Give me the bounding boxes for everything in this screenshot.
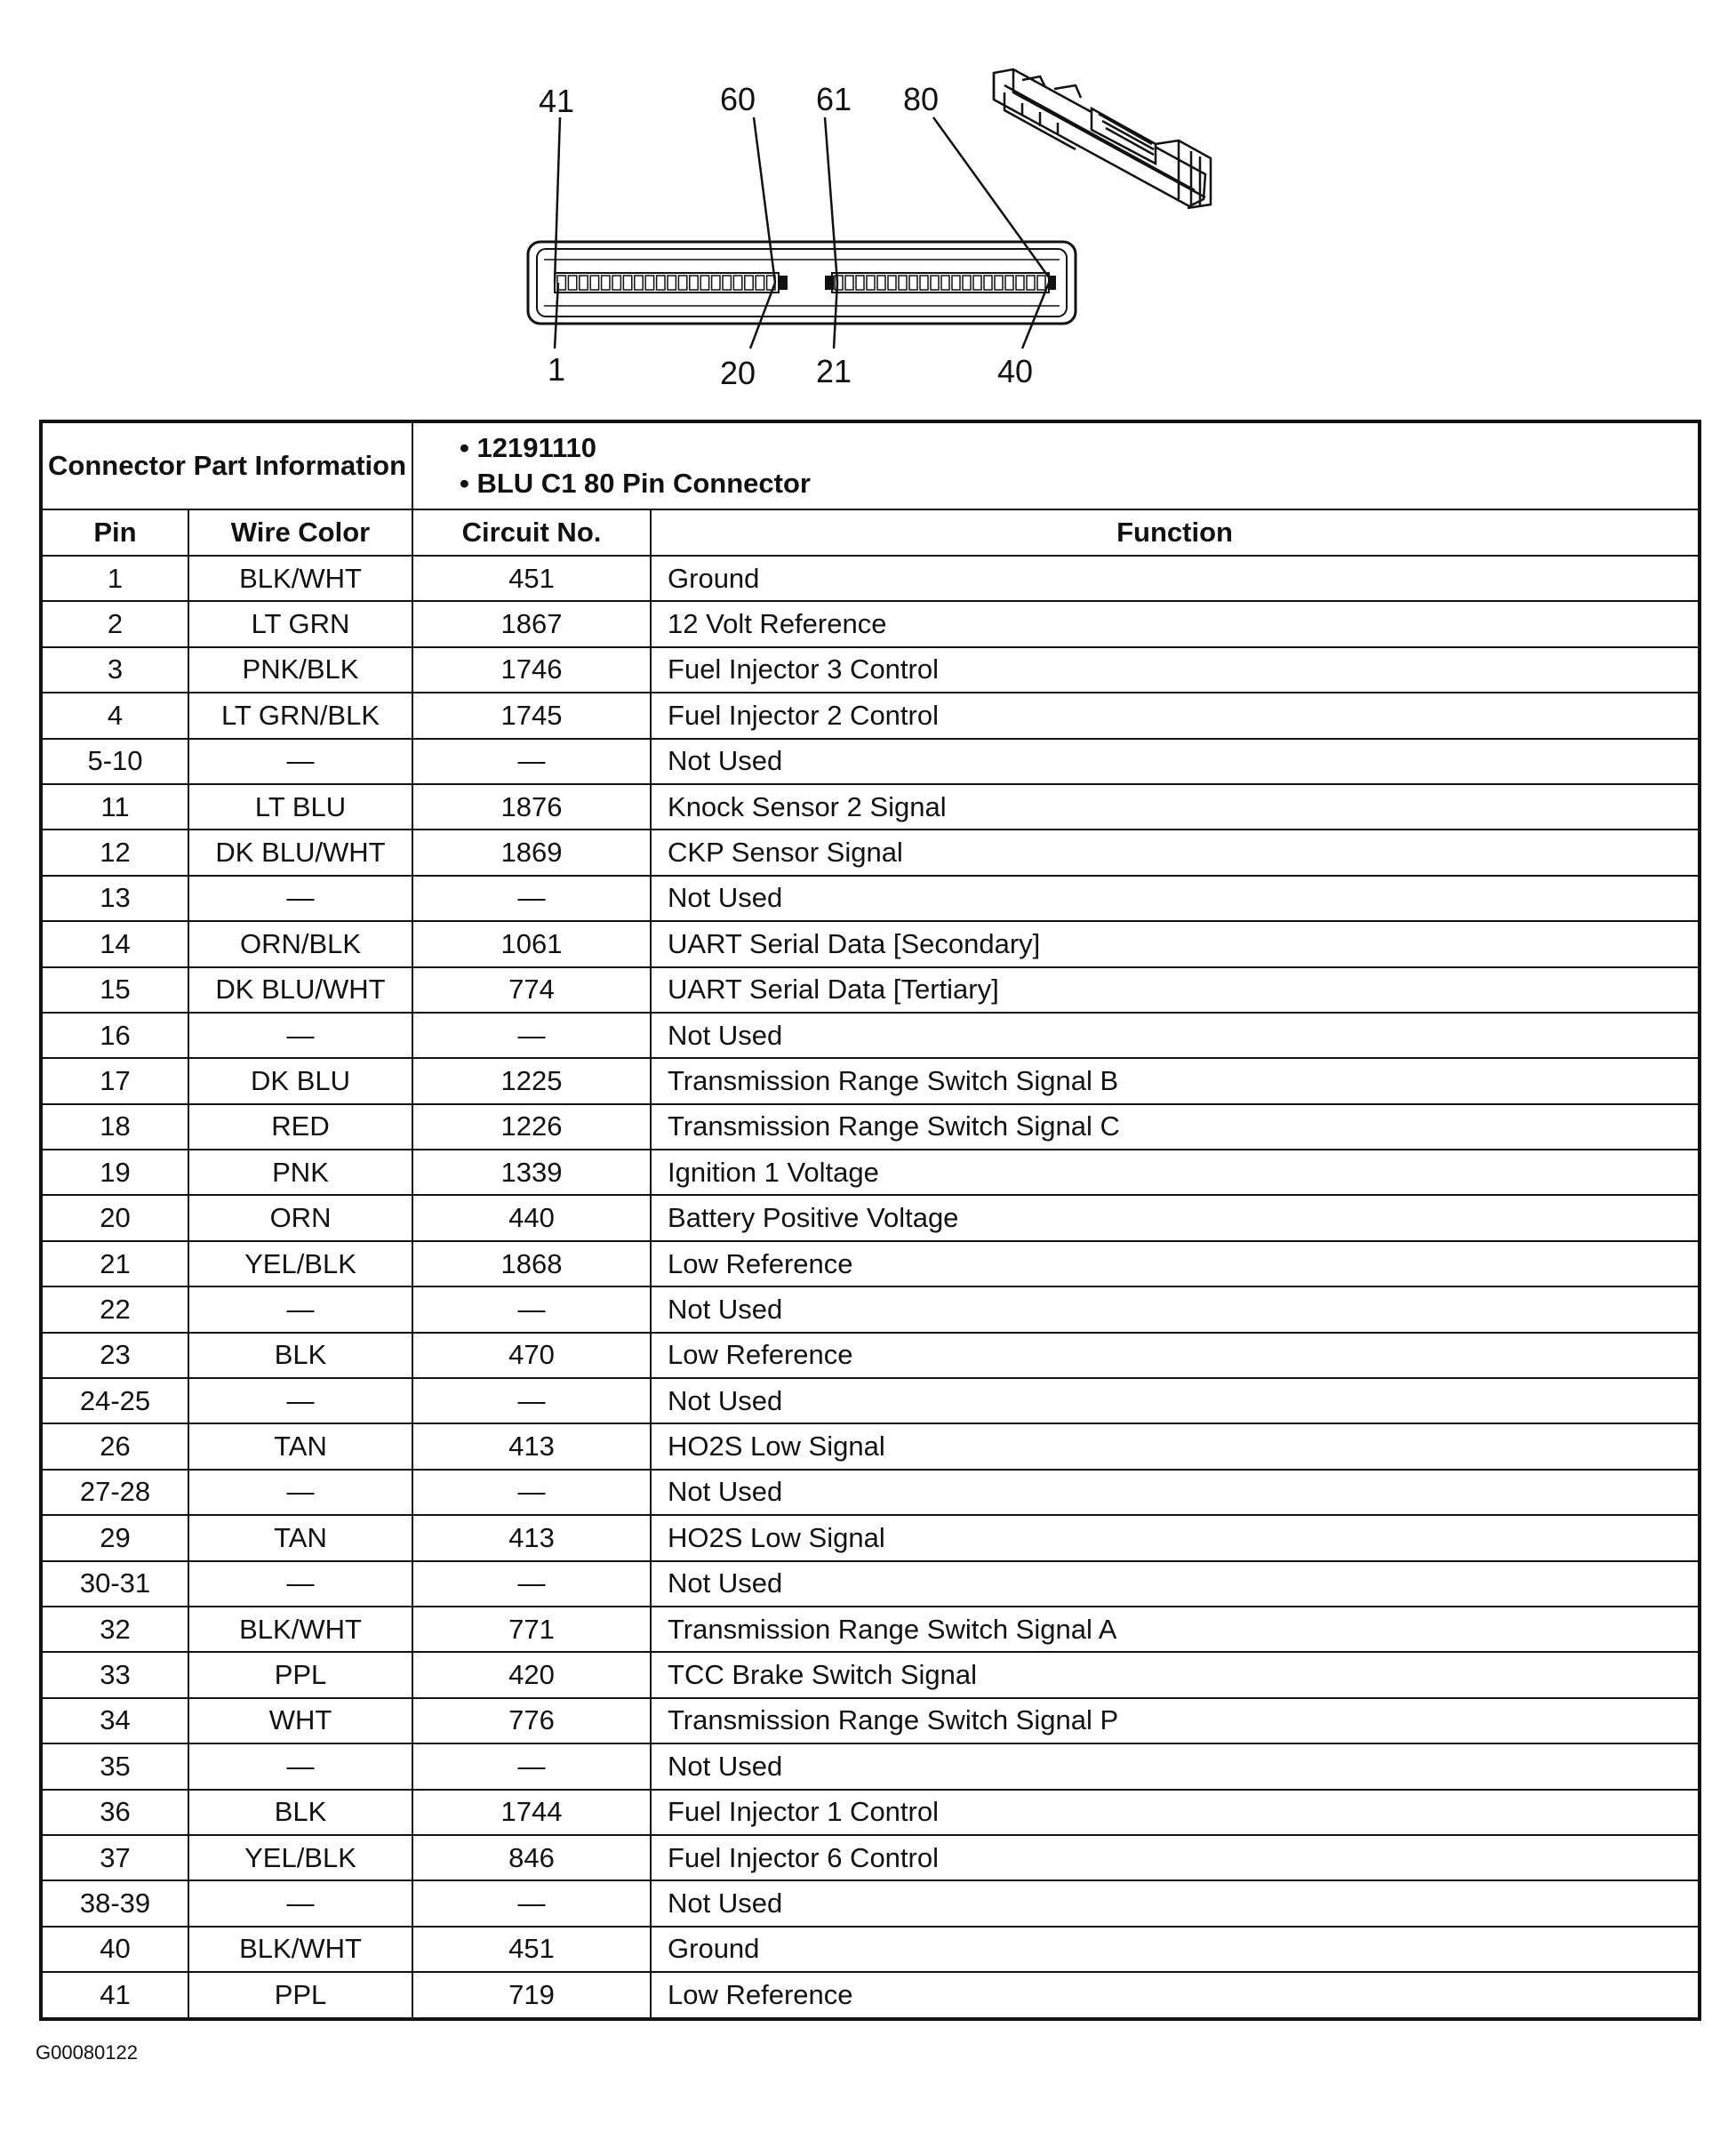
table-row	[41, 739, 1700, 784]
circuit-cell: 1225	[412, 1058, 651, 1103]
circuit-cell: 1867	[412, 601, 651, 646]
circuit-cell: 420	[412, 1652, 651, 1697]
connector-part-number: • 12191110	[460, 431, 596, 463]
wire-color-cell: PNK/BLK	[188, 647, 412, 693]
table-row	[41, 784, 1700, 830]
function-cell: Ground	[651, 1927, 1700, 1972]
pin-cavity	[733, 276, 741, 290]
column-header-circuit: Circuit No.	[412, 509, 651, 556]
circuit-cell: 1746	[412, 647, 651, 693]
pin-cell: 17	[41, 1058, 188, 1103]
wire-color-cell: —	[188, 1561, 412, 1607]
circuit-cell: 1061	[412, 921, 651, 966]
pin-cell: 12	[41, 830, 188, 875]
pin-cell: 35	[41, 1743, 188, 1789]
pin-cell: 3	[41, 647, 188, 693]
pin-cavity	[909, 276, 917, 290]
pin-cavity	[877, 276, 885, 290]
pin-cavity	[941, 276, 949, 290]
function-cell: Transmission Range Switch Signal B	[651, 1058, 1700, 1103]
function-cell: Not Used	[651, 1743, 1700, 1789]
function-cell: Ground	[651, 556, 1700, 601]
connector-info-label: Connector Part Information	[41, 421, 412, 509]
pin-cell: 18	[41, 1104, 188, 1150]
pin-cell: 24-25	[41, 1378, 188, 1423]
pin-cavity	[723, 276, 731, 290]
pin-cavity	[1027, 276, 1035, 290]
pin-cell: 29	[41, 1515, 188, 1560]
wire-color-cell: —	[188, 1286, 412, 1332]
pin-cavity	[1037, 276, 1045, 290]
wire-color-cell: LT GRN/BLK	[188, 693, 412, 738]
wire-color-cell: TAN	[188, 1423, 412, 1469]
function-cell: Transmission Range Switch Signal P	[651, 1698, 1700, 1743]
table-row	[41, 1333, 1700, 1378]
pin-cavity	[973, 276, 981, 290]
pinout-table	[39, 420, 1701, 2021]
pin-cavity	[745, 276, 753, 290]
pin-cavity	[623, 276, 631, 290]
connector-info-row	[41, 421, 1700, 509]
wire-color-cell: DK BLU	[188, 1058, 412, 1103]
function-cell: TCC Brake Switch Signal	[651, 1652, 1700, 1697]
function-cell: Not Used	[651, 1286, 1700, 1332]
circuit-cell: —	[412, 739, 651, 784]
pin-cavity	[568, 276, 576, 290]
pin-label-60: 60	[720, 81, 756, 117]
table-row	[41, 921, 1700, 966]
table-row	[41, 1561, 1700, 1607]
function-cell: Not Used	[651, 876, 1700, 921]
wire-color-cell: LT GRN	[188, 601, 412, 646]
wire-color-cell: BLK	[188, 1790, 412, 1835]
circuit-cell: —	[412, 1286, 651, 1332]
pin-cell: 15	[41, 967, 188, 1013]
table-row	[41, 1150, 1700, 1195]
pin-cell: 23	[41, 1333, 188, 1378]
column-header-pin: Pin	[41, 509, 188, 556]
table-row	[41, 556, 1700, 601]
pin-cell: 38-39	[41, 1880, 188, 1926]
wire-color-cell: BLK/WHT	[188, 1927, 412, 1972]
pin-cavity	[590, 276, 598, 290]
table-header-row	[41, 509, 1700, 556]
circuit-cell: 1745	[412, 693, 651, 738]
pin-cell: 32	[41, 1607, 188, 1652]
pin-cavity	[984, 276, 992, 290]
pin-cell: 36	[41, 1790, 188, 1835]
pin-cell: 41	[41, 1972, 188, 2018]
pin-cavity	[899, 276, 907, 290]
function-cell: Not Used	[651, 1013, 1700, 1058]
pin-cavity	[845, 276, 853, 290]
circuit-cell: —	[412, 1561, 651, 1607]
circuit-cell: 451	[412, 556, 651, 601]
table-row	[41, 1652, 1700, 1697]
pin-cavities-right	[835, 276, 1045, 290]
table-row	[41, 1607, 1700, 1652]
function-cell: HO2S Low Signal	[651, 1423, 1700, 1469]
connector-perspective-view	[994, 69, 1211, 208]
circuit-cell: —	[412, 1013, 651, 1058]
function-cell: Fuel Injector 6 Control	[651, 1835, 1700, 1880]
table-row	[41, 601, 1700, 646]
table-row	[41, 1515, 1700, 1560]
circuit-cell: —	[412, 1880, 651, 1926]
table-row	[41, 1790, 1700, 1835]
circuit-cell: 771	[412, 1607, 651, 1652]
wire-color-cell: YEL/BLK	[188, 1835, 412, 1880]
pin-cavity	[635, 276, 643, 290]
pin-cavity	[963, 276, 971, 290]
wire-color-cell: DK BLU/WHT	[188, 830, 412, 875]
function-cell: CKP Sensor Signal	[651, 830, 1700, 875]
table-row	[41, 876, 1700, 921]
table-row	[41, 1195, 1700, 1240]
function-cell: Battery Positive Voltage	[651, 1195, 1700, 1240]
connector-info-values	[412, 421, 1700, 509]
wire-color-cell: PPL	[188, 1652, 412, 1697]
table-row	[41, 1835, 1700, 1880]
function-cell: Knock Sensor 2 Signal	[651, 784, 1700, 830]
circuit-cell: 719	[412, 1972, 651, 2018]
circuit-cell: —	[412, 1378, 651, 1423]
column-header-wire-color: Wire Color	[188, 509, 412, 556]
function-cell: Low Reference	[651, 1972, 1700, 2018]
pin-cavity	[602, 276, 610, 290]
table-row	[41, 1104, 1700, 1150]
pin-cavity	[931, 276, 939, 290]
circuit-cell: —	[412, 876, 651, 921]
function-cell: HO2S Low Signal	[651, 1515, 1700, 1560]
circuit-cell: 413	[412, 1423, 651, 1469]
circuit-cell: 774	[412, 967, 651, 1013]
function-cell: Fuel Injector 2 Control	[651, 693, 1700, 738]
pin-cavity	[995, 276, 1003, 290]
function-cell: Transmission Range Switch Signal A	[651, 1607, 1700, 1652]
connector-part-number-text: 12191110	[476, 431, 596, 463]
pin-cavity	[888, 276, 896, 290]
figure-code: G00080122	[36, 2041, 138, 2064]
table-row	[41, 1743, 1700, 1789]
circuit-cell: 846	[412, 1835, 651, 1880]
wire-color-cell: BLK/WHT	[188, 556, 412, 601]
pin-cell: 27-28	[41, 1470, 188, 1515]
pin-cell: 4	[41, 693, 188, 738]
function-cell: Not Used	[651, 1470, 1700, 1515]
table-row	[41, 647, 1700, 693]
wire-color-cell: TAN	[188, 1515, 412, 1560]
pin-cavity	[920, 276, 928, 290]
pin-cell: 16	[41, 1013, 188, 1058]
wire-color-cell: YEL/BLK	[188, 1241, 412, 1286]
pin-cell: 14	[41, 921, 188, 966]
pin-cell: 33	[41, 1652, 188, 1697]
circuit-cell: —	[412, 1743, 651, 1789]
connector-face	[528, 242, 1076, 324]
pin-label-80: 80	[903, 81, 940, 117]
table-row	[41, 830, 1700, 875]
pin-cavity	[580, 276, 588, 290]
wire-color-cell: —	[188, 739, 412, 784]
pin-cavity	[712, 276, 720, 290]
wire-color-cell: ORN	[188, 1195, 412, 1240]
wire-color-cell: —	[188, 1013, 412, 1058]
pin-cell: 20	[41, 1195, 188, 1240]
pin-cell: 13	[41, 876, 188, 921]
leader-lines	[555, 117, 1049, 349]
column-header-function: Function	[651, 509, 1700, 556]
function-cell: UART Serial Data [Tertiary]	[651, 967, 1700, 1013]
pin-cell: 19	[41, 1150, 188, 1195]
pin-label-20: 20	[720, 355, 756, 391]
pin-cavities-left	[557, 276, 775, 290]
table-row	[41, 1378, 1700, 1423]
pin-cavity	[657, 276, 665, 290]
wire-color-cell: —	[188, 876, 412, 921]
table-row	[41, 1241, 1700, 1286]
circuit-cell: 413	[412, 1515, 651, 1560]
table-row	[41, 967, 1700, 1013]
circuit-cell: —	[412, 1470, 651, 1515]
table-row	[41, 1013, 1700, 1058]
wire-color-cell: LT BLU	[188, 784, 412, 830]
wire-color-cell: —	[188, 1880, 412, 1926]
circuit-cell: 1869	[412, 830, 651, 875]
function-cell: Fuel Injector 3 Control	[651, 647, 1700, 693]
function-cell: Ignition 1 Voltage	[651, 1150, 1700, 1195]
wire-color-cell: WHT	[188, 1698, 412, 1743]
pin-label-61: 61	[816, 81, 852, 117]
pin-cell: 26	[41, 1423, 188, 1469]
pin-label-21: 21	[816, 353, 852, 389]
pin-cavity	[668, 276, 676, 290]
wire-color-cell: —	[188, 1743, 412, 1789]
function-cell: Transmission Range Switch Signal C	[651, 1104, 1700, 1150]
pin-cell: 2	[41, 601, 188, 646]
pin-cavity	[1016, 276, 1024, 290]
pin-cell: 40	[41, 1927, 188, 1972]
circuit-cell: 1876	[412, 784, 651, 830]
table-row	[41, 1286, 1700, 1332]
function-cell: Low Reference	[651, 1333, 1700, 1378]
circuit-cell: 470	[412, 1333, 651, 1378]
pin-label-40: 40	[997, 353, 1034, 389]
pin-cell: 21	[41, 1241, 188, 1286]
pin-label-41: 41	[539, 83, 575, 119]
table-row	[41, 1470, 1700, 1515]
circuit-cell: 1339	[412, 1150, 651, 1195]
pin-cell: 11	[41, 784, 188, 830]
circuit-cell: 451	[412, 1927, 651, 1972]
pin-cell: 34	[41, 1698, 188, 1743]
pin-cavity	[867, 276, 875, 290]
wire-color-cell: ORN/BLK	[188, 921, 412, 966]
wire-color-cell: RED	[188, 1104, 412, 1150]
wire-color-cell: —	[188, 1378, 412, 1423]
pin-cavity	[645, 276, 653, 290]
circuit-cell: 440	[412, 1195, 651, 1240]
function-cell: 12 Volt Reference	[651, 601, 1700, 646]
function-cell: UART Serial Data [Secondary]	[651, 921, 1700, 966]
pin-cavity	[1005, 276, 1013, 290]
pin-cell: 1	[41, 556, 188, 601]
circuit-cell: 1744	[412, 1790, 651, 1835]
pin-cell: 22	[41, 1286, 188, 1332]
pin-cell: 5-10	[41, 739, 188, 784]
pin-cavity	[756, 276, 764, 290]
table-row	[41, 1880, 1700, 1926]
function-cell: Not Used	[651, 1880, 1700, 1926]
table-row	[41, 1423, 1700, 1469]
pin-cavity	[678, 276, 686, 290]
pin-label-1: 1	[548, 351, 566, 388]
wire-color-cell: PNK	[188, 1150, 412, 1195]
table-row	[41, 693, 1700, 738]
wire-color-cell: DK BLU/WHT	[188, 967, 412, 1013]
pin-cavity	[700, 276, 708, 290]
connector-diagram	[0, 0, 1736, 409]
pin-cavity	[612, 276, 620, 290]
circuit-cell: 1226	[412, 1104, 651, 1150]
circuit-cell: 776	[412, 1698, 651, 1743]
function-cell: Fuel Injector 1 Control	[651, 1790, 1700, 1835]
table-row	[41, 1972, 1700, 2018]
wire-color-cell: PPL	[188, 1972, 412, 2018]
table-row	[41, 1058, 1700, 1103]
wire-color-cell: BLK	[188, 1333, 412, 1378]
pin-cavity	[952, 276, 960, 290]
circuit-cell: 1868	[412, 1241, 651, 1286]
connector-description: • BLU C1 80 Pin Connector	[460, 468, 811, 499]
pin-cell: 37	[41, 1835, 188, 1880]
pin-cavity	[856, 276, 864, 290]
pin-cavity	[690, 276, 698, 290]
wire-color-cell: —	[188, 1470, 412, 1515]
table-row	[41, 1698, 1700, 1743]
wire-color-cell: BLK/WHT	[188, 1607, 412, 1652]
table-row	[41, 1927, 1700, 1972]
function-cell: Low Reference	[651, 1241, 1700, 1286]
function-cell: Not Used	[651, 1561, 1700, 1607]
connector-description-text: BLU C1 80 Pin Connector	[476, 468, 811, 499]
function-cell: Not Used	[651, 739, 1700, 784]
function-cell: Not Used	[651, 1378, 1700, 1423]
pin-cell: 30-31	[41, 1561, 188, 1607]
